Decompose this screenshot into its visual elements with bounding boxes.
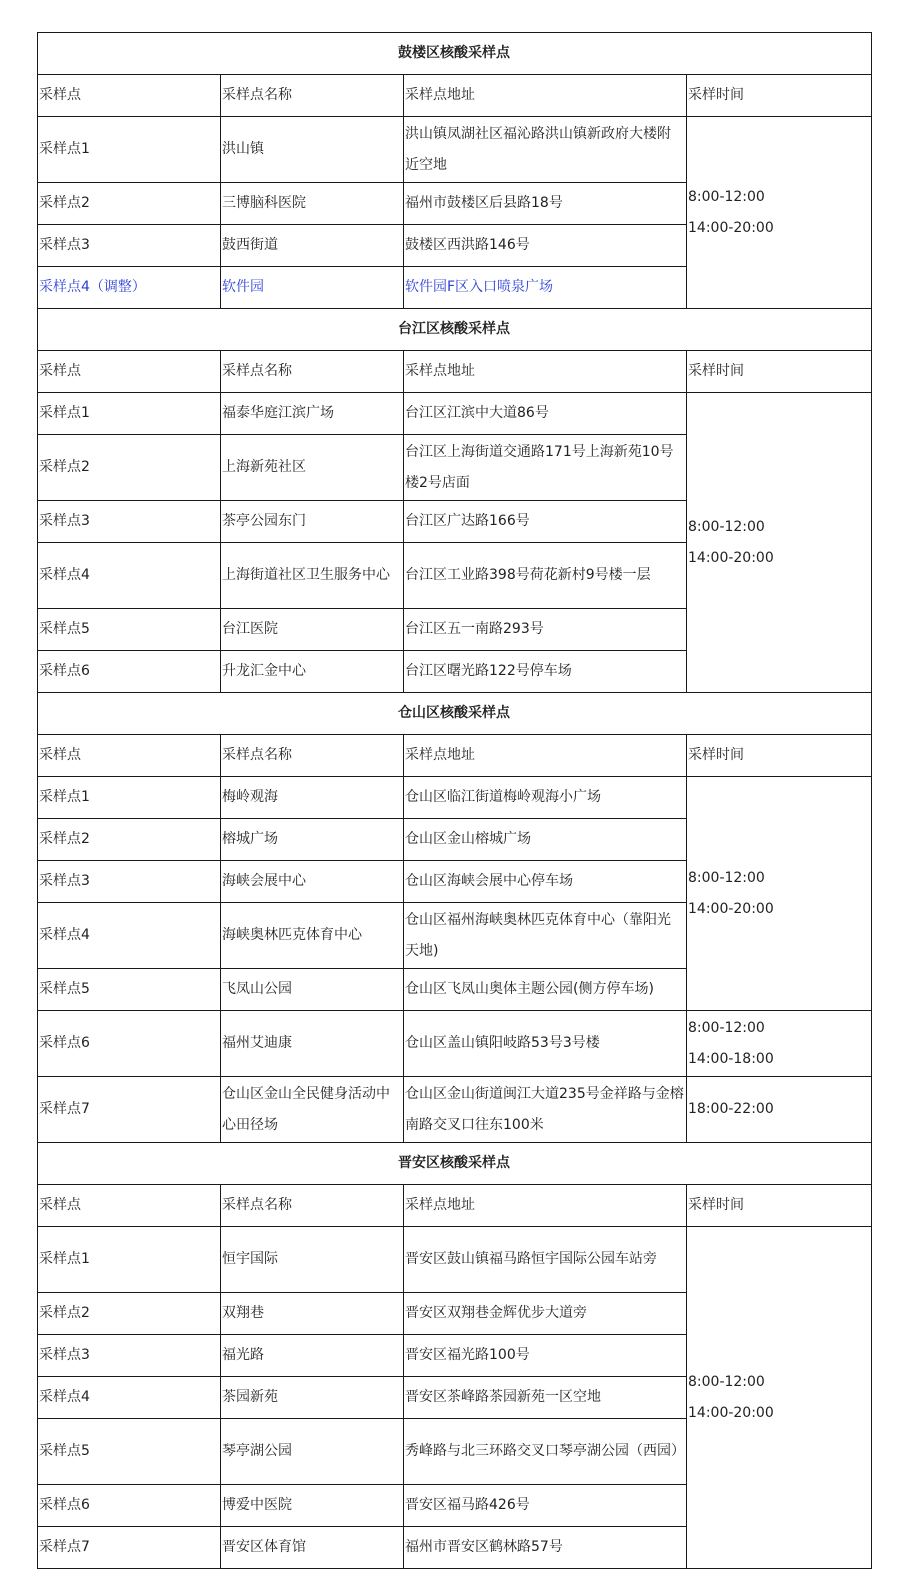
header-point: 采样点 [38,1185,221,1227]
name-cell: 福光路 [221,1335,404,1377]
header-name: 采样点名称 [221,735,404,777]
name-cell: 茶园新苑 [221,1377,404,1419]
address-cell: 仓山区盖山镇阳岐路53号3号楼 [404,1011,687,1077]
name-cell: 博爱中医院 [221,1485,404,1527]
point-cell: 采样点2 [38,183,221,225]
point-cell: 采样点2 [38,1293,221,1335]
point-cell: 采样点5 [38,969,221,1011]
name-cell: 琴亭湖公园 [221,1419,404,1485]
header-address: 采样点地址 [404,351,687,393]
table-row [38,1077,872,1143]
address-cell: 晋安区茶峰路茶园新苑一区空地 [404,1377,687,1419]
point-cell: 采样点5 [38,609,221,651]
address-cell: 晋安区双翔巷金辉优步大道旁 [404,1293,687,1335]
time-line-2: 14:00-18:00 [688,1050,774,1067]
time-cell [687,1011,872,1077]
time-cell [687,777,872,1011]
time-line-1: 8:00-12:00 [688,518,765,535]
name-cell: 晋安区体育馆 [221,1527,404,1569]
section-title: 晋安区核酸采样点 [38,1143,872,1185]
point-cell: 采样点3 [38,501,221,543]
time-line-2: 14:00-20:00 [688,219,774,236]
header-time: 采样时间 [687,75,872,117]
name-cell: 海峡奥林匹克体育中心 [221,903,404,969]
section-title: 台江区核酸采样点 [38,309,872,351]
point-cell: 采样点3 [38,861,221,903]
point-cell: 采样点4 [38,543,221,609]
address-cell: 仓山区金山榕城广场 [404,819,687,861]
point-cell: 采样点2 [38,435,221,501]
name-cell: 飞凤山公园 [221,969,404,1011]
header-time: 采样时间 [687,735,872,777]
address-cell: 晋安区鼓山镇福马路恒宇国际公园车站旁 [404,1227,687,1293]
table-row [38,117,872,183]
address-cell: 仓山区临江街道梅岭观海小广场 [404,777,687,819]
table-header-row [38,75,872,117]
point-cell: 采样点4 [38,903,221,969]
table-row [38,777,872,819]
point-cell: 采样点7 [38,1527,221,1569]
time-line-2: 14:00-20:00 [688,549,774,566]
point-cell: 采样点3 [38,1335,221,1377]
address-cell: 台江区江滨中大道86号 [404,393,687,435]
point-cell: 采样点1 [38,777,221,819]
time-cell [687,117,872,309]
header-point: 采样点 [38,75,221,117]
time-cell [687,1227,872,1569]
point-cell: 采样点7 [38,1077,221,1143]
header-point: 采样点 [38,735,221,777]
time-line-2: 14:00-20:00 [688,900,774,917]
address-cell: 鼓楼区西洪路146号 [404,225,687,267]
address-cell: 台江区上海街道交通路171号上海新苑10号楼2号店面 [404,435,687,501]
name-cell: 升龙汇金中心 [221,651,404,693]
header-time: 采样时间 [687,351,872,393]
name-cell: 三博脑科医院 [221,183,404,225]
name-cell: 洪山镇 [221,117,404,183]
point-cell: 采样点6 [38,651,221,693]
header-address: 采样点地址 [404,1185,687,1227]
name-cell: 上海新苑社区 [221,435,404,501]
name-cell: 仓山区金山全民健身活动中心田径场 [221,1077,404,1143]
point-cell: 采样点1 [38,393,221,435]
header-name: 采样点名称 [221,351,404,393]
name-cell: 软件园 [221,267,404,309]
name-cell: 福州艾迪康 [221,1011,404,1077]
address-cell: 仓山区福州海峡奥林匹克体育中心（靠阳光天地) [404,903,687,969]
name-cell: 上海街道社区卫生服务中心 [221,543,404,609]
address-cell: 福州市晋安区鹤林路57号 [404,1527,687,1569]
name-cell: 福泰华庭江滨广场 [221,393,404,435]
time-cell [687,1077,872,1143]
time-line-1: 8:00-12:00 [688,188,765,205]
address-cell: 仓山区金山街道闽江大道235号金祥路与金榕南路交叉口往东100米 [404,1077,687,1143]
address-cell: 洪山镇凤湖社区福沁路洪山镇新政府大楼附近空地 [404,117,687,183]
time-line-1: 8:00-12:00 [688,1373,765,1390]
point-cell: 采样点1 [38,117,221,183]
address-cell: 软件园F区入口喷泉广场 [404,267,687,309]
point-cell: 采样点4（调整） [38,267,221,309]
table-row [38,393,872,435]
point-cell: 采样点4 [38,1377,221,1419]
name-cell: 海峡会展中心 [221,861,404,903]
table-header-row [38,1185,872,1227]
table-header-row [38,735,872,777]
time-line-1: 8:00-12:00 [688,869,765,886]
table-row [38,1011,872,1077]
name-cell: 鼓西街道 [221,225,404,267]
time-line-1: 18:00-22:00 [688,1101,774,1117]
name-cell: 恒宇国际 [221,1227,404,1293]
name-cell: 榕城广场 [221,819,404,861]
address-cell: 台江区五一南路293号 [404,609,687,651]
point-cell: 采样点1 [38,1227,221,1293]
point-cell: 采样点5 [38,1419,221,1485]
table-row [38,1227,872,1293]
address-cell: 福州市鼓楼区后县路18号 [404,183,687,225]
point-cell: 采样点3 [38,225,221,267]
address-cell: 仓山区海峡会展中心停车场 [404,861,687,903]
header-name: 采样点名称 [221,1185,404,1227]
address-cell: 晋安区福马路426号 [404,1485,687,1527]
header-point: 采样点 [38,351,221,393]
header-name: 采样点名称 [221,75,404,117]
header-address: 采样点地址 [404,75,687,117]
point-cell: 采样点6 [38,1011,221,1077]
address-cell: 台江区工业路398号荷花新村9号楼一层 [404,543,687,609]
sampling-points-table [37,32,872,1569]
name-cell: 梅岭观海 [221,777,404,819]
point-cell: 采样点2 [38,819,221,861]
table-header-row [38,351,872,393]
name-cell: 台江医院 [221,609,404,651]
address-cell: 秀峰路与北三环路交叉口琴亭湖公园（西园） [404,1419,687,1485]
section-title: 鼓楼区核酸采样点 [38,33,872,75]
time-cell [687,393,872,693]
name-cell: 双翔巷 [221,1293,404,1335]
address-cell: 晋安区福光路100号 [404,1335,687,1377]
point-cell: 采样点6 [38,1485,221,1527]
header-address: 采样点地址 [404,735,687,777]
time-line-2: 14:00-20:00 [688,1404,774,1421]
address-cell: 台江区曙光路122号停车场 [404,651,687,693]
time-line-1: 8:00-12:00 [688,1019,765,1036]
header-time: 采样时间 [687,1185,872,1227]
address-cell: 仓山区飞凤山奥体主题公园(侧方停车场) [404,969,687,1011]
section-title: 仓山区核酸采样点 [38,693,872,735]
address-cell: 台江区广达路166号 [404,501,687,543]
name-cell: 茶亭公园东门 [221,501,404,543]
